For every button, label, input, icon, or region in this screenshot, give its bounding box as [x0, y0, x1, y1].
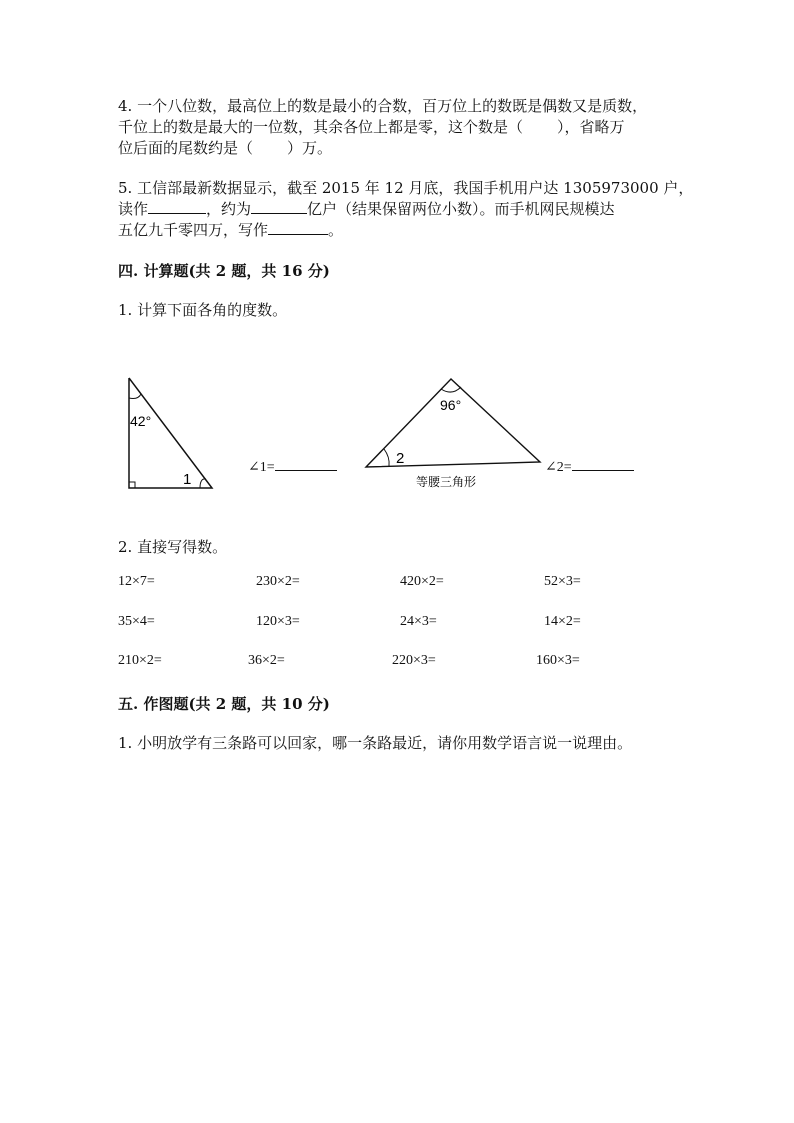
right-triangle-figure — [120, 370, 220, 495]
calc-item: 210×2= — [118, 653, 162, 668]
angle-1-label: 1 — [183, 471, 192, 488]
isosceles-triangle-figure — [360, 370, 550, 495]
calc-item: 36×2= — [248, 653, 285, 668]
q4-line-2: 千位上的数是最大的一位数，其余各位上都是零，这个数是（ ），省略万 — [118, 118, 625, 136]
calc-item: 160×3= — [536, 653, 580, 668]
angle-96-arc — [441, 387, 461, 392]
answer-angle-1: ∠1= — [248, 456, 337, 476]
q5-blank-write[interactable] — [268, 220, 328, 235]
section-4-title: 四. 计算题(共 2 题，共 16 分) — [118, 262, 330, 280]
angle-2-arc — [384, 449, 389, 466]
q4-line-1: 4. 一个八位数，最高位上的数是最小的合数，百万位上的数既是偶数又是质数， — [118, 97, 648, 115]
angle-1-arc — [200, 479, 206, 488]
calc-item: 230×2= — [256, 574, 300, 589]
s4-question-2: 2. 直接写得数。 — [118, 538, 228, 556]
calc-item: 35×4= — [118, 614, 155, 629]
angle-42-arc — [129, 394, 141, 399]
q5-blank-approx[interactable] — [251, 199, 307, 214]
answer-angle-2: ∠2= — [545, 456, 634, 476]
angle-96-label: 96° — [440, 397, 462, 413]
angle-2-label: 2 — [396, 450, 405, 467]
q5-line-2: 读作 ，约为 亿户（结果保留两位小数）。而手机网民规模达 — [118, 200, 615, 218]
answer-angle-1-blank[interactable] — [275, 456, 337, 471]
isosceles-caption: 等腰三角形 — [416, 475, 477, 489]
angle-42-label: 42° — [130, 413, 152, 429]
calc-item: 14×2= — [544, 614, 581, 629]
calc-item: 220×3= — [392, 653, 436, 668]
question-5 — [118, 178, 698, 241]
calc-item: 52×3= — [544, 574, 581, 589]
q5-line-1: 5. 工信部最新数据显示，截至 2015 年 12 月底，我国手机用户达 1305973000 户， — [118, 179, 694, 197]
right-triangle-outline — [129, 378, 212, 488]
calc-item: 420×2= — [400, 574, 444, 589]
calc-item: 24×3= — [400, 614, 437, 629]
q4-line-3: 位后面的尾数约是（ ）万。 — [118, 139, 333, 157]
s5-question-1: 1. 小明放学有三条路可以回家，哪一条路最近，请你用数学语言说一说理由。 — [118, 734, 633, 752]
question-4 — [118, 96, 698, 159]
q5-blank-read[interactable] — [148, 199, 206, 214]
answer-angle-2-blank[interactable] — [572, 456, 634, 471]
section-5-title: 五. 作图题(共 2 题，共 10 分) — [118, 695, 330, 713]
s4-question-1: 1. 计算下面各角的度数。 — [118, 301, 288, 319]
q5-line-3: 五亿九千零四万，写作 。 — [118, 221, 344, 239]
right-angle-mark — [129, 482, 135, 488]
calc-item: 120×3= — [256, 614, 300, 629]
calc-item: 12×7= — [118, 574, 155, 589]
